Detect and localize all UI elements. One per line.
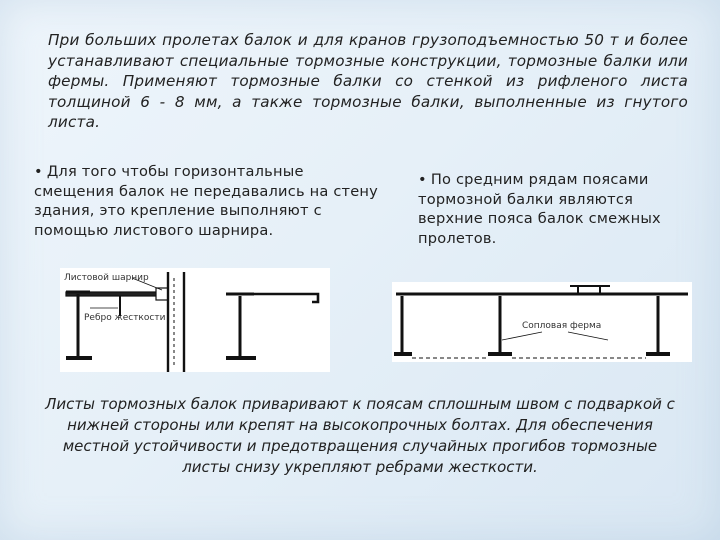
- intro-paragraph: При больших пролетах балок и для кранов грузоподъемностью 50 т и более устанавливают специальные тормозные конструкции, тормозные балки или фермы. Применяют тормозные балки со стенкой из рифленого листа толщиной 6 - 8 мм, а также тормозные балки, выполненные из гнутого листа.: [48, 31, 688, 131]
- bullet-right-text: По средним рядам поясами тормозной балки являются верхние пояса балок смежных пролетов.: [418, 171, 661, 247]
- label-hinge: Листовой шарнир: [64, 273, 149, 283]
- label-rib: Ребро жесткости: [84, 313, 166, 323]
- bullet-left-text: Для того чтобы горизонтальные смещения балок не передавались на стену здания, это крепление выполняют с помощью листового шарнира.: [34, 163, 379, 239]
- diagram-middle-row-brake-truss: [392, 282, 692, 362]
- figure-middle-row: [392, 282, 692, 362]
- bullet-marker: •: [34, 163, 43, 180]
- bullet-marker: •: [418, 171, 427, 188]
- truss-leader: [568, 332, 608, 340]
- truss-leader: [502, 332, 542, 340]
- diagram-hinged-brake-beam: [60, 268, 330, 372]
- bullet-left: [34, 162, 379, 240]
- outro-paragraph: Листы тормозных балок приваривают к поясам сплошным швом с подваркой с нижней стороны или крепят на высокопрочных болтах. Для обеспечения местной устойчивости и предотвращения случайных прогибов тормозные листы снизу укрепляют ребрами жесткости.: [45, 395, 675, 476]
- bullet-right: [418, 170, 698, 248]
- figure-wall-hinge: [60, 268, 330, 372]
- label-truss: Сопловая ферма: [522, 321, 602, 331]
